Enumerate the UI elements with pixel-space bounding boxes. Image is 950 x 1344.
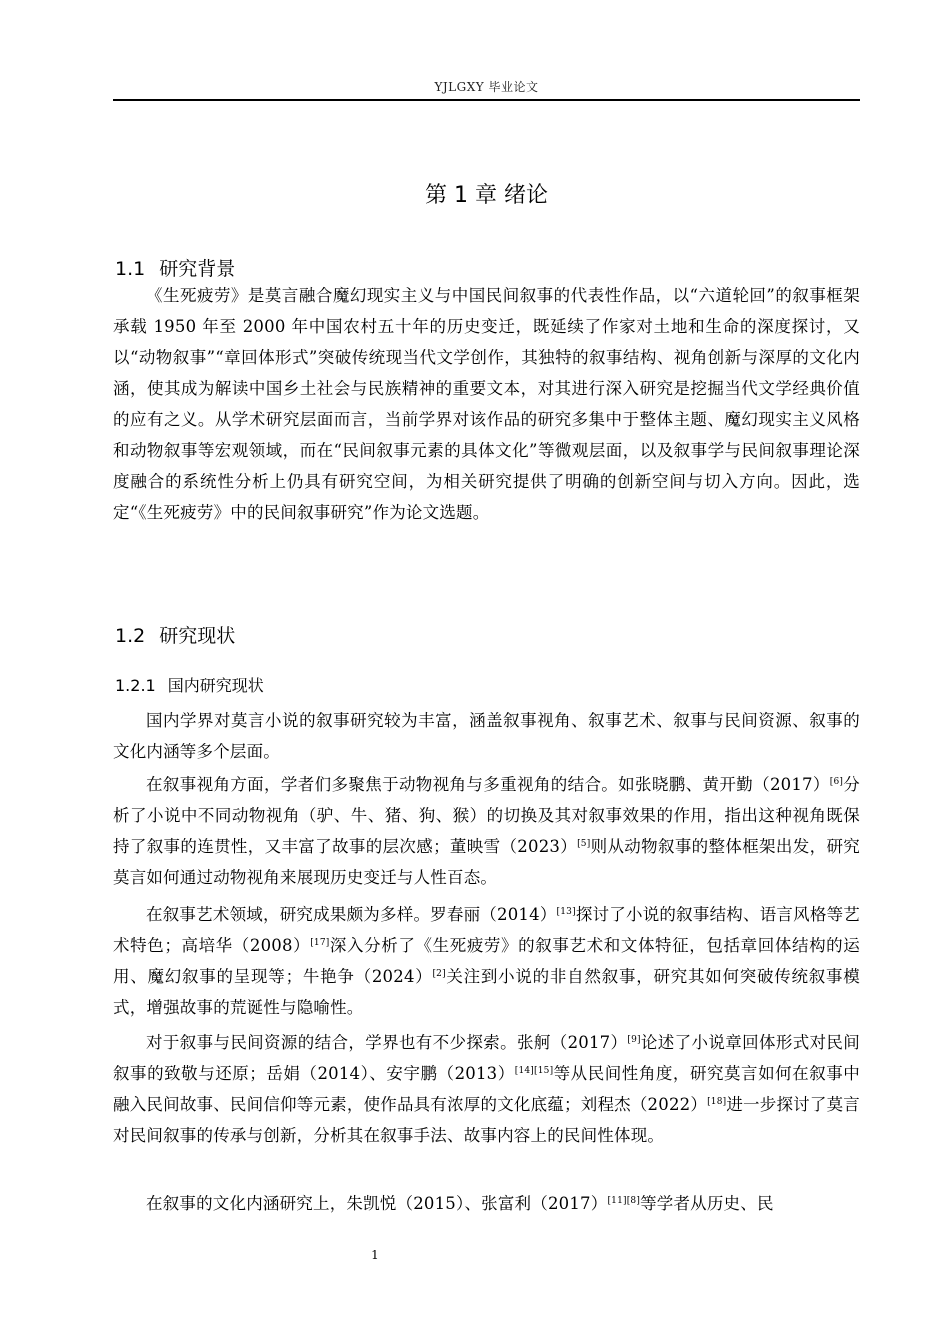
text-run: 关注到小说的非自然叙事，研究其如何突破传统叙事模式，增强故事的荒诞性与隐喻性。 — [113, 967, 860, 1017]
text-run: 探讨了小说的叙事结构、语言风格等艺术特色；高培华（2008） — [113, 905, 860, 955]
paragraph-folk-resources — [113, 1027, 860, 1151]
citation-ref: [2] — [432, 969, 446, 979]
paragraph-narrative-art — [113, 899, 860, 1023]
section-number: 1.1 — [115, 258, 146, 280]
header-rule — [113, 99, 860, 101]
citation-ref: [13] — [556, 907, 576, 917]
text-run: 在叙事视角方面，学者们多聚焦于动物视角与多重视角的结合。如张晓鹏、黄开勤（2017） — [146, 775, 830, 794]
text-run: 则从动物叙事的整体框架出发，研究莫言如何通过动物视角来展现历史变迁与人性百态。 — [113, 837, 860, 887]
page-header: YJLGXY 毕业论文 — [434, 80, 539, 94]
text-run: 对于叙事与民间资源的结合，学界也有不少探索。张舸（2017） — [146, 1033, 628, 1052]
citation-ref: [14][15] — [514, 1066, 554, 1076]
text-run: 等学者从历史、民 — [640, 1194, 774, 1213]
citation-ref: [11][8] — [607, 1196, 641, 1206]
section-title: 研究背景 — [159, 258, 236, 280]
page-number: 1 — [371, 1248, 379, 1262]
chapter-title: 第 1 章 绪论 — [425, 183, 548, 208]
text-run: 分析了小说中不同动物视角（驴、牛、猪、狗、猴）的切换及其对叙事效果的作用，指出这种视角既保持了叙事的连贯性，又丰富了故事的层次感；董映雪（2023） — [113, 775, 860, 856]
paragraph-background: 《生死疲劳》是莫言融合魔幻现实主义与中国民间叙事的代表性作品，以“六道轮回”的叙事框架承载 1950 年至 2000 年中国农村五十年的历史变迁，既延续了作家对土地和生命的深度探讨，又以“动物叙事”“章回体形式”突破传统现当代文学创作，其独特的叙事结构、视角创新与深厚的文化内涵，使其成为解读中国乡土社会与民族精神的重要文本，对其进行深入研究是挖掘当代文学经典价值的应有之义。从学术研究层面而言，当前学界对该作品的研究多集中于整体主题、魔幻现实主义风格和动物叙事等宏观领域，而在“民间叙事元素的具体文化”等微观层面，以及叙事学与民间叙事理论深度融合的系统性分析上仍具有研究空间，为相关研究提供了明确的创新空间与切入方向。因此，选定“《生死疲劳》中的民间叙事研究”作为论文选题。 — [113, 286, 860, 522]
citation-ref: [5] — [577, 839, 591, 849]
citation-ref: [18] — [707, 1097, 727, 1107]
section-title: 研究现状 — [159, 625, 236, 647]
citation-ref: [9] — [627, 1035, 641, 1045]
subsection-heading-1-2-1 — [115, 673, 264, 696]
subsection-number: 1.2.1 — [115, 676, 156, 695]
paragraph-cultural-connotation — [113, 1188, 860, 1219]
paragraph-domestic-intro: 国内学界对莫言小说的叙事研究较为丰富，涵盖叙事视角、叙事艺术、叙事与民间资源、叙事的文化内涵等多个层面。 — [113, 711, 860, 761]
text-run: 论述了小说章回体形式对民间叙事的致敬与还原；岳娟（2014）、安宇鹏（2013） — [113, 1033, 860, 1083]
section-number: 1.2 — [115, 625, 146, 647]
subsection-title: 国内研究现状 — [167, 676, 264, 695]
citation-ref: [6] — [829, 777, 844, 787]
paragraph-narrative-perspective — [113, 769, 860, 893]
text-run: 在叙事的文化内涵研究上，朱凯悦（2015）、张富利（2017） — [146, 1194, 608, 1213]
text-run: 在叙事艺术领域，研究成果颇为多样。罗春丽（2014） — [146, 905, 557, 924]
text-run: 等从民间性角度，研究莫言如何在叙事中融入民间故事、民间信仰等元素，使作品具有浓厚的文化底蕴；刘程杰（2022） — [113, 1064, 860, 1114]
text-run: 进一步探讨了莫言对民间叙事的传承与创新，分析其在叙事手法、故事内容上的民间性体现。 — [113, 1095, 860, 1145]
section-heading-1-2 — [115, 621, 235, 648]
text-run: 深入分析了《生死疲劳》的叙事艺术和文体特征，包括章回体结构的运用、魔幻叙事的呈现等；牛艳争（2024） — [113, 936, 860, 986]
citation-ref: [17] — [310, 938, 330, 948]
section-heading-1-1 — [115, 254, 235, 281]
